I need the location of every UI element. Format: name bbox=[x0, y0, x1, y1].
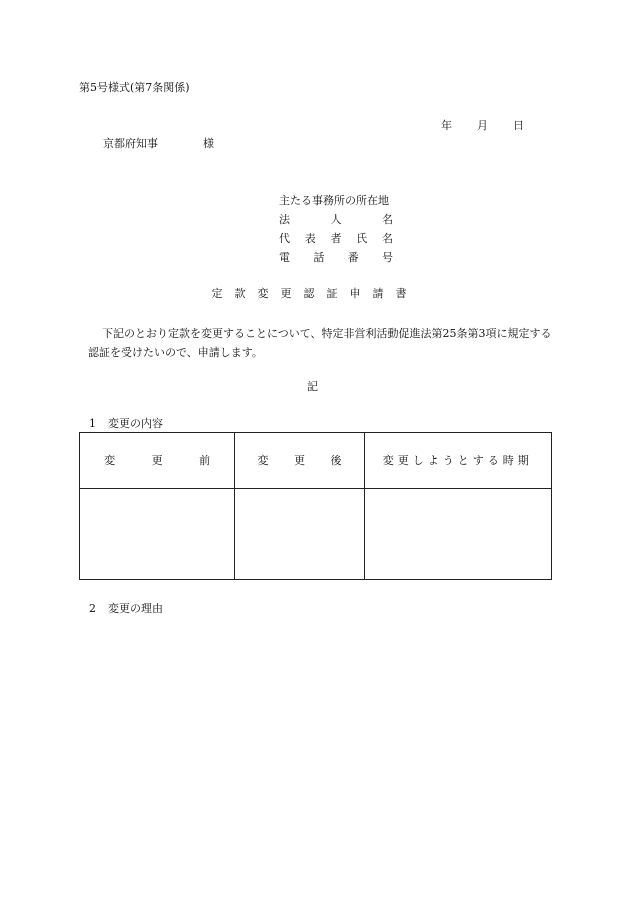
office-address-label: 主たる事務所の所在地 bbox=[279, 194, 389, 207]
corporate-name-label bbox=[279, 214, 393, 233]
header-before-char: 前 bbox=[199, 454, 211, 467]
phone-char: 電 bbox=[279, 251, 290, 264]
cell-after[interactable] bbox=[235, 489, 364, 580]
section-2-heading bbox=[89, 603, 163, 614]
section-1-heading bbox=[89, 418, 163, 429]
date-month-label: 月 bbox=[477, 119, 488, 132]
corporate-name-char: 人 bbox=[330, 213, 342, 226]
body-paragraph bbox=[88, 324, 558, 362]
header-after-char: 後 bbox=[330, 454, 342, 467]
representative-char: 表 bbox=[304, 232, 316, 245]
date-line bbox=[441, 120, 524, 131]
representative-char: 代 bbox=[279, 232, 290, 245]
form-number: 第5号様式(第7条関係) bbox=[79, 81, 190, 94]
phone-label bbox=[279, 252, 393, 271]
phone-char: 番 bbox=[347, 251, 359, 264]
section-1-label: 変更の内容 bbox=[108, 417, 163, 430]
addressee-name: 京都府知事 bbox=[103, 137, 158, 150]
document-title-text: 定款変更認証申請書 bbox=[211, 287, 419, 300]
table-header-row bbox=[80, 433, 552, 489]
date-year-label: 年 bbox=[441, 119, 452, 132]
cell-timing[interactable] bbox=[364, 489, 551, 580]
ki-heading: 記 bbox=[307, 380, 318, 393]
header-after-char: 変 bbox=[257, 454, 269, 467]
phone-char: 号 bbox=[381, 251, 393, 264]
header-after bbox=[235, 433, 364, 489]
phone-char: 話 bbox=[313, 251, 325, 264]
representative-char: 氏 bbox=[356, 232, 368, 245]
header-timing: 変更しようとする時期 bbox=[364, 433, 551, 489]
addressee bbox=[103, 138, 214, 149]
table-row bbox=[80, 489, 552, 580]
document-title bbox=[0, 288, 630, 299]
section-1-number: 1 bbox=[89, 417, 96, 430]
header-before-char: 変 bbox=[104, 454, 116, 467]
representative-char: 者 bbox=[330, 232, 342, 245]
header-before bbox=[80, 433, 235, 489]
date-day-label: 日 bbox=[513, 119, 524, 132]
corporate-name-char: 法 bbox=[279, 213, 290, 226]
section-2-label: 変更の理由 bbox=[108, 602, 163, 615]
header-after-char: 更 bbox=[293, 454, 305, 467]
section-2-number: 2 bbox=[89, 602, 96, 615]
header-before-char: 更 bbox=[151, 454, 163, 467]
body-text: 下記のとおり定款を変更することについて、特定非営利活動促進法第25条第3項に規定する認証を受けたいので、申請します。 bbox=[88, 327, 552, 359]
representative-label bbox=[279, 233, 393, 252]
addressee-honorific: 様 bbox=[203, 137, 214, 150]
applicant-block bbox=[279, 195, 393, 271]
change-content-table bbox=[79, 432, 552, 580]
cell-before[interactable] bbox=[80, 489, 235, 580]
representative-char: 名 bbox=[382, 232, 393, 245]
corporate-name-char: 名 bbox=[382, 213, 393, 226]
